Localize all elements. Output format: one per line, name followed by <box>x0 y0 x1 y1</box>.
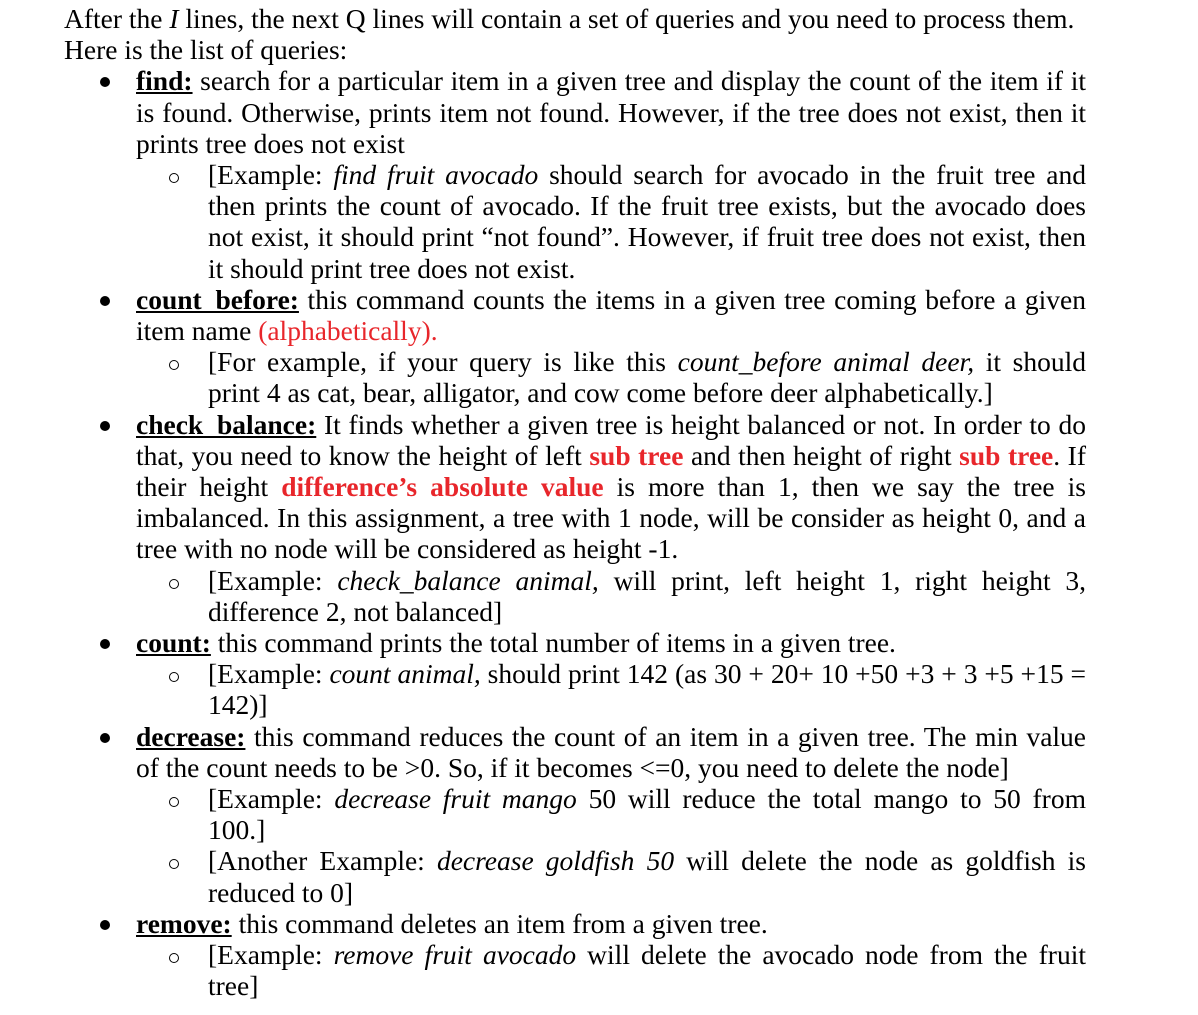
intro-paragraph: After the I lines, the next Q lines will contain a set of queries and you need to process them. Here is the list of queries: <box>64 3 1075 66</box>
query-item-decrease: decrease: this command reduces the count of an item in a given tree. The min value of the count needs to be >0. So, if it becomes <=0, you need to delete the node] [Example: decrease fruit mango 50 will reduce the total mango to 50 from 100.] [Another Example: decrease goldfish 50 will delete the node as goldfish is reduced to 0] <box>136 721 1086 908</box>
command-name: count_before: <box>136 283 299 315</box>
queries-heading: Here is the list of queries: <box>64 34 348 66</box>
example-list <box>136 783 1086 908</box>
example-item: [Example: check_balance animal, will print, left height 1, right height 3, difference 2, not balanced] <box>208 565 1086 627</box>
example-list <box>136 565 1086 627</box>
circle-bullet-icon <box>169 672 179 682</box>
example-item: [Example: remove fruit avocado will delete the avocado node from the fruit tree] <box>208 939 1086 1001</box>
command-name: remove: <box>136 907 232 939</box>
bullet-icon <box>100 733 110 743</box>
example-item: [Another Example: decrease goldfish 50 will delete the node as goldfish is reduced to 0] <box>208 845 1086 907</box>
bullet-icon <box>100 77 110 87</box>
bullet-icon <box>100 421 110 431</box>
query-item-find: find: search for a particular item in a given tree and display the count of the item if it is found. Otherwise, prints item not found. However, if the tree does not exist, then it prints tree does not exist [Example: find fruit avocado should search for avocado in the fruit tree and then prints the count of avocado. If the fruit tree exists, but the avocado does not exist, it should print “not found”. However, if fruit tree does not exist, then it should print tree does not exist. <box>136 65 1086 283</box>
query-list <box>64 65 1086 1001</box>
command-name: count: <box>136 627 211 659</box>
circle-bullet-icon <box>169 360 179 370</box>
circle-bullet-icon <box>169 173 179 183</box>
bullet-icon <box>100 296 110 306</box>
circle-bullet-icon <box>169 579 179 589</box>
command-name: decrease: <box>136 720 246 752</box>
query-item-check-balance: check_balance: It finds whether a given tree is height balanced or not. In order to do that, you need to know the height of left sub tree and then height of right sub tree. If their height difference’s absolute value is more than 1, then we say the tree is imbalanced. In this assignment, a tree with 1 node, will be consider as height 0, and a tree with no node will be considered as height -1. [Example: check_balance animal, will print, left height 1, right height 3, difference 2, not balanced] <box>136 409 1086 627</box>
example-list <box>136 658 1086 720</box>
example-list <box>136 939 1086 1001</box>
circle-bullet-icon <box>169 859 179 869</box>
example-item: [Example: decrease fruit mango 50 will reduce the total mango to 50 from 100.] <box>208 783 1086 845</box>
bullet-icon <box>100 920 110 930</box>
query-item-remove: remove: this command deletes an item from a given tree. [Example: remove fruit avocado will delete the avocado node from the fruit tree] <box>136 908 1086 1002</box>
example-item: [Example: count animal, should print 142 (as 30 + 20+ 10 +50 +3 + 3 +5 +15 = 142)] <box>208 658 1086 720</box>
circle-bullet-icon <box>169 953 179 963</box>
query-item-count-before: count_before: this command counts the items in a given tree coming before a given item name (alphabetically). [For example, if your query is like this count_before animal deer, it should print 4 as cat, bear, alligator, and cow come before deer alphabetically.] <box>136 284 1086 409</box>
example-list <box>136 346 1086 408</box>
query-item-count: count: this command prints the total number of items in a given tree. [Example: count animal, should print 142 (as 30 + 20+ 10 +50 +3 + 3 +5 +15 = 142)] <box>136 627 1086 721</box>
command-name: check_balance: <box>136 408 317 440</box>
bullet-icon <box>100 639 110 649</box>
example-item: [Example: find fruit avocado should search for avocado in the fruit tree and then prints the count of avocado. If the fruit tree exists, but the avocado does not exist, it should print “not found”. However, if fruit tree does not exist, then it should print tree does not exist. <box>208 159 1086 284</box>
circle-bullet-icon <box>169 797 179 807</box>
example-list <box>136 159 1086 284</box>
example-item: [For example, if your query is like this count_before animal deer, it should print 4 as cat, bear, alligator, and cow come before deer alphabetically.] <box>208 346 1086 408</box>
command-name: find: <box>136 65 193 97</box>
